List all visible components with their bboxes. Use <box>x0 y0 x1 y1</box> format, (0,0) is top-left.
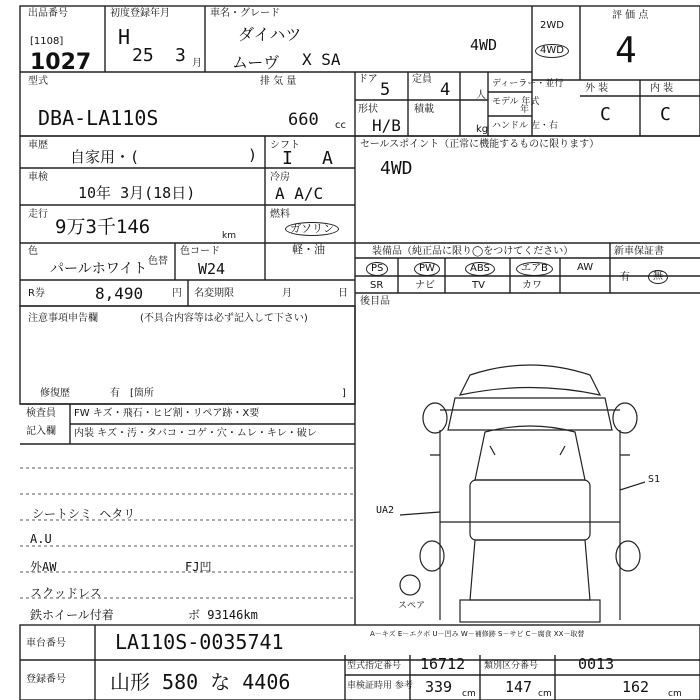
model-year-label: モデル 年式 <box>492 97 540 107</box>
memo-line-1: シートシミ ヘタリ <box>32 507 136 521</box>
height-unit: cm <box>668 689 682 699</box>
repair-value: 有 <box>110 388 120 399</box>
color-change-label: 色替 <box>148 256 168 267</box>
diagram-ua2: UA2 <box>376 505 395 516</box>
door-count: 5 <box>380 80 391 100</box>
type-label: 型式 <box>28 76 48 87</box>
repair-close: ] <box>342 388 346 399</box>
recycle-unit: 円 <box>172 288 182 299</box>
memo-line-3: 外AW <box>30 560 57 574</box>
displacement: 660 <box>288 110 319 130</box>
warranty-yes: 有 <box>620 272 630 283</box>
class-no-value: 0013 <box>578 655 615 673</box>
ext-label: 外 装 <box>585 83 609 94</box>
checker-label-2: 記入欄 <box>26 426 56 437</box>
class-no-label: 類別区分番号 <box>484 661 539 671</box>
width-value: 147 <box>505 678 533 696</box>
lot-number: 1027 <box>30 50 92 75</box>
cooling-value: A A/C <box>275 184 324 203</box>
term-label: 名変期限 <box>194 288 234 299</box>
capacity: 4 <box>440 80 451 100</box>
color-label: 色 <box>28 246 38 257</box>
shape-label: 形状 <box>358 104 378 115</box>
equip-aw: AW <box>577 262 594 273</box>
reg-year: 25 <box>132 45 154 66</box>
cap-unit: 人 <box>476 90 486 101</box>
plate-value: 山形 580 な 4406 <box>110 670 291 694</box>
score-label: 評 価 点 <box>612 10 649 21</box>
dealer-label: ディーラー・並行 <box>492 79 564 89</box>
width-unit: cm <box>538 689 552 699</box>
height-value: 162 <box>622 678 650 696</box>
memo-line-7: ボ 93146km <box>188 608 258 622</box>
fourwd-label: 4WD <box>535 44 569 58</box>
load-unit: kg <box>476 124 489 135</box>
inspection-value: 10年 3月(18日) <box>78 184 196 202</box>
term-day: 日 <box>338 288 348 299</box>
back-seat-label: 後目品 <box>360 296 390 307</box>
length-unit: cm <box>462 689 476 699</box>
mileage-value: 9万3千146 <box>55 216 151 238</box>
shift-value: I <box>282 148 293 169</box>
repair-bracket: [箇所 <box>130 388 154 399</box>
equip-navi: ナビ <box>415 280 435 291</box>
history-value: 自家用・( <box>70 148 140 166</box>
equip-tv: TV <box>472 280 485 291</box>
notes-label: 注意事項申告欄 <box>28 313 98 324</box>
twowd-label: 2WD <box>540 20 564 31</box>
reg-label: 初度登録年月 <box>110 8 170 19</box>
checker-row-2: 内装 キズ・汚・タバコ・コゲ・穴・ムレ・キレ・破レ <box>74 428 317 439</box>
recycle-value: 8,490 <box>95 284 144 303</box>
model: ムーヴ <box>232 53 280 72</box>
ext-grade: C <box>600 104 611 125</box>
cooling-label: 冷房 <box>270 172 290 183</box>
era: H <box>118 25 131 49</box>
reg-month: 3 <box>175 45 186 66</box>
mileage-unit: km <box>222 231 236 241</box>
recycle-label: R券 <box>28 288 45 299</box>
length-value: 339 <box>425 678 453 696</box>
warranty-no: 無 <box>648 270 668 284</box>
term-month: 月 <box>282 288 292 299</box>
int-grade: C <box>660 104 671 125</box>
score: 4 <box>615 30 637 71</box>
type-no-value: 16712 <box>420 655 466 673</box>
history-label: 車歴 <box>28 140 48 151</box>
inspection-label: 車検 <box>28 172 48 183</box>
checker-label-1: 検査員 <box>26 408 56 419</box>
equip-kawa: カワ <box>522 280 542 291</box>
fuel-gasoline: ガソリン <box>285 222 339 236</box>
disp-unit: cc <box>335 120 346 131</box>
chassis-value: LA110S-0035741 <box>115 630 284 654</box>
notes-sub: (不具合内容等は必ず記入して下さい) <box>140 313 308 324</box>
sales-point-label: セールスポイント（正常に機能するものに限ります） <box>360 139 600 150</box>
shape: H/B <box>372 116 401 135</box>
handle-label: ハンドル 左・右 <box>492 121 558 131</box>
color-value: パールホワイト <box>50 261 148 277</box>
checker-row-1: FW キズ・飛石・ヒビ割・リペア跡・X要 <box>74 408 260 419</box>
lot-sub: [1108] <box>30 36 64 47</box>
history-close: ) <box>248 146 258 164</box>
cap-label: 定員 <box>412 74 432 85</box>
memo-line-5: 鉄ホイール付着 <box>30 608 114 622</box>
memo-line-6: FJ凹 <box>185 560 212 574</box>
sales-point-value: 4WD <box>380 158 413 179</box>
fuel-label: 燃料 <box>270 209 290 220</box>
shift-label: シフト <box>270 140 300 151</box>
shift-value-2: A <box>322 148 333 169</box>
name-label: 車名・グレード <box>210 8 280 19</box>
diagram-s1: S1 <box>648 474 661 485</box>
month-unit: 月 <box>192 58 202 69</box>
plate-label: 登録番号 <box>26 674 66 685</box>
warranty-label: 新車保証書 <box>614 246 664 257</box>
model-type: DBA-LA110S <box>38 106 159 130</box>
memo-line-4: スクッドレス <box>30 586 102 600</box>
equip-ps: PS <box>366 262 388 276</box>
load-label: 積載 <box>414 104 434 115</box>
grade: X SA <box>302 50 341 69</box>
drive-handwritten: 4WD <box>470 36 498 54</box>
diagram-spare: スペア <box>398 601 426 611</box>
maker: ダイハツ <box>238 25 302 44</box>
int-label: 内 装 <box>650 83 674 94</box>
chassis-label: 車台番号 <box>26 638 66 649</box>
dimensions-label: 車検証時用 参考 <box>347 681 413 691</box>
type-no-label: 型式指定番号 <box>347 661 402 671</box>
year-unit: 年 <box>520 105 530 115</box>
color-code-label: 色コード <box>180 246 220 257</box>
lot-label: 出品番号 <box>28 8 68 19</box>
damage-legend: A－キズ E－エクボ U－凹み W－補修跡 S－サビ C－腐食 XX－取替 <box>370 630 585 638</box>
repair-label: 修復歴 <box>40 388 70 399</box>
fuel-diesel: 軽・油 <box>292 243 325 256</box>
equip-airbag: エアB <box>516 262 553 276</box>
equip-abs: ABS <box>465 262 495 276</box>
car-diagram <box>400 365 645 622</box>
equip-pw: PW <box>414 262 440 276</box>
equip-sr: SR <box>370 280 384 291</box>
equipment-label: 装備品（純正品に限り◯をつけてください） <box>372 246 574 257</box>
door-label: ドア <box>358 74 378 85</box>
memo-line-2: A.U <box>30 532 52 546</box>
color-code: W24 <box>198 260 226 278</box>
disp-label: 排 気 量 <box>260 76 297 87</box>
mileage-label: 走行 <box>28 209 48 220</box>
